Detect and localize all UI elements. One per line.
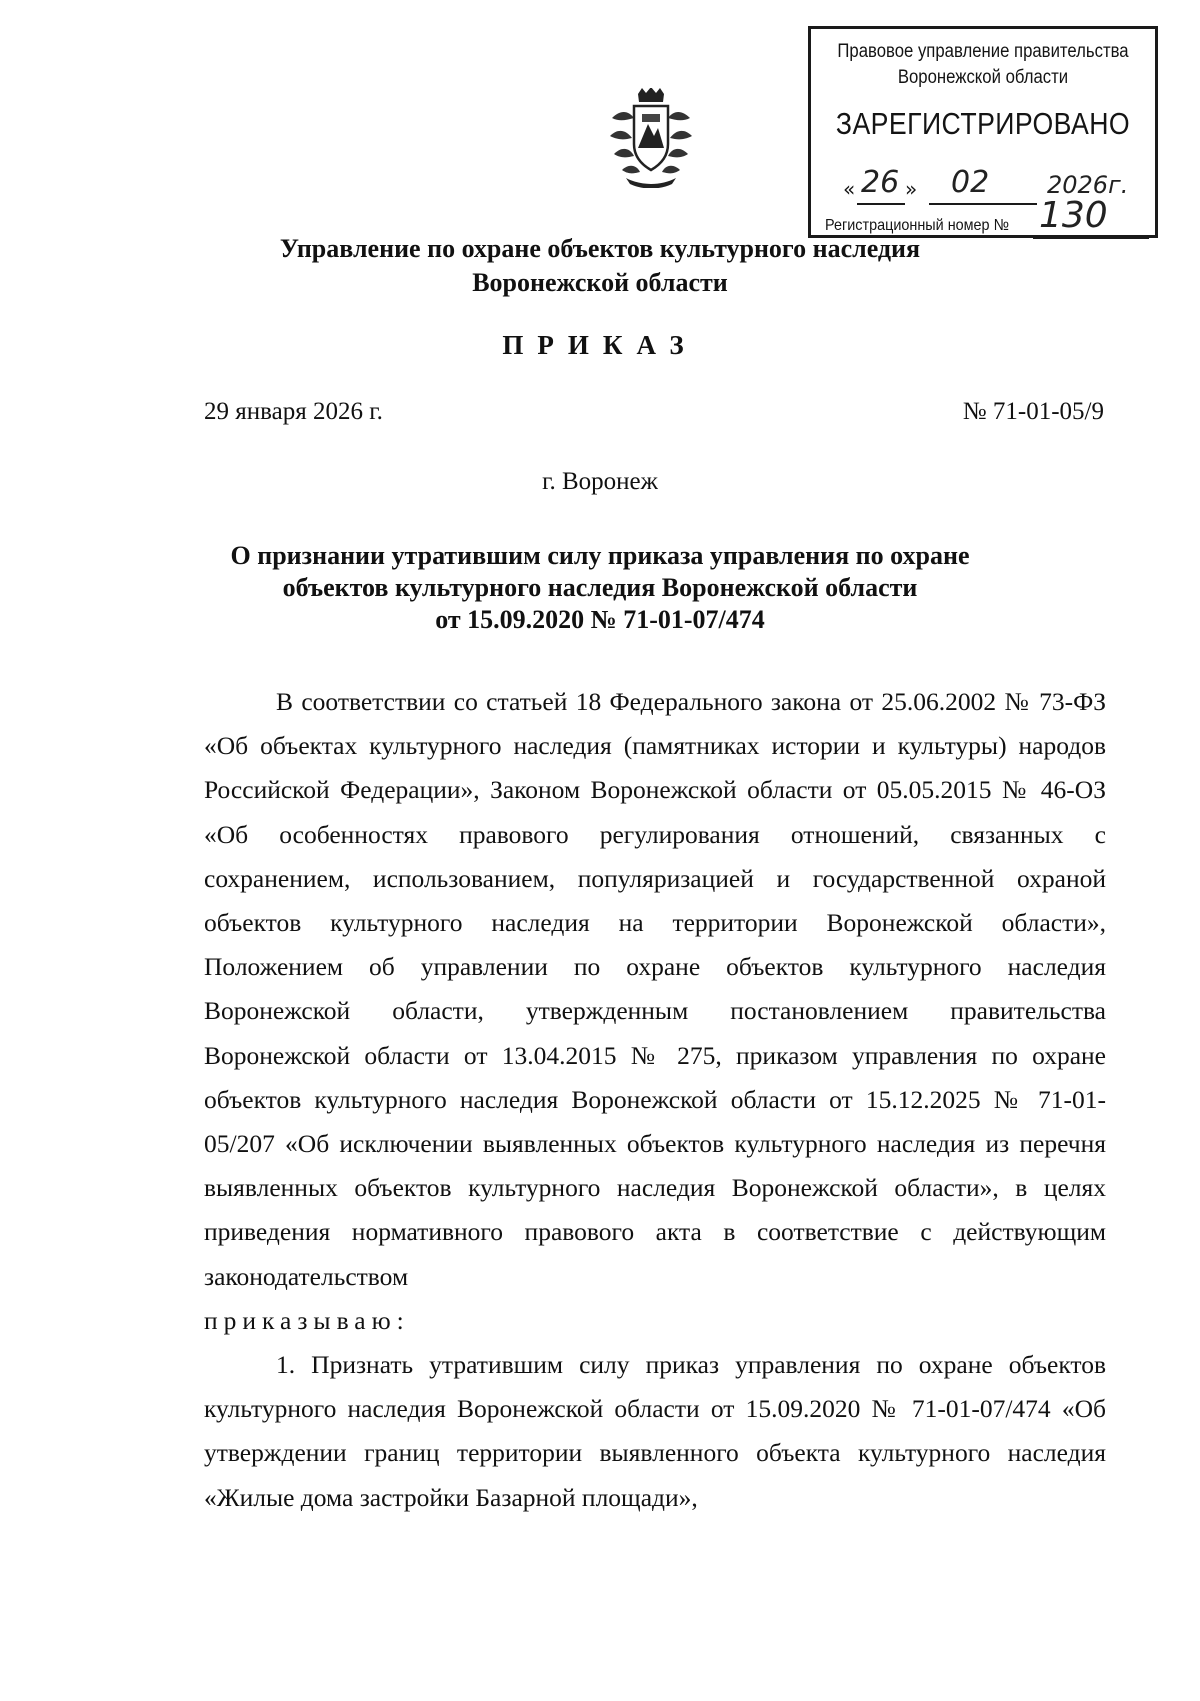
stamp-organization-line-1: Правовое управление правительства — [837, 41, 1129, 62]
preamble-paragraph: В соответствии со статьей 18 Федерального закона от 25.06.2002 № 73-ФЗ «Об объектах культурного наследия (памятниках истории и культуры) народов Российской Федерации», Законом Воронежской области от 05.05.2015 № 46-ОЗ «Об особенностях правового регулирования отношений, связанных с сохранением, использованием, популяризацией и государственной охраной объектов культурного наследия на территории Воронежской области», Положением об управлении по охране объектов культурного наследия Воронежской области, утвержденным постановлением правительства Воронежской области от 13.04.2015 № 275, приказом управления по охране объектов культурного наследия Воронежской области от 15.12.2025 № 71-01-05/207 «Об исключении выявленных объектов культурного наследия из перечня выявленных объектов культурного наследия Воронежской области», в целях приведения нормативного правового акта в соответствие с действующим законодательством — [204, 687, 1106, 1291]
agency-name — [100, 232, 1100, 300]
stamp-month-line — [929, 203, 1037, 205]
stamp-organization-line-2: Воронежской области — [897, 67, 1069, 88]
document-body — [204, 680, 1106, 1520]
registration-stamp — [808, 26, 1158, 238]
agency-name-line-2: Воронежской области — [472, 268, 728, 297]
order-word: приказываю: — [204, 1305, 410, 1335]
stamp-registration-label: Регистрационный номер № — [825, 217, 1010, 234]
subject-line-3: от 15.09.2020 № 71-01-07/474 — [435, 605, 765, 634]
document-subject — [100, 540, 1100, 636]
subject-line-1: О признании утратившим силу приказа управления по охране — [230, 541, 970, 570]
stamp-year: 2026г. — [1047, 171, 1129, 199]
subject-line-2: объектов культурного наследия Воронежской области — [282, 573, 918, 602]
order-item-1: 1. Признать утратившим силу приказ управления по охране объектов культурного наследия Воронежской области от 15.09.2020 № 71-01-07/474 «Об утверждении границ территории выявленного объекта культурного наследия «Жилые дома застройки Базарной площади», — [204, 1350, 1106, 1512]
document-type: ПРИКАЗ — [502, 330, 698, 360]
stamp-month: 02 — [951, 165, 990, 200]
document-date: 29 января 2026 г. — [204, 398, 383, 425]
stamp-registration-number: 130 — [1039, 195, 1108, 236]
document-number: № 71-01-05/9 — [962, 398, 1104, 425]
stamp-quote-open: « — [843, 177, 856, 201]
agency-name-line-1: Управление по охране объектов культурного наследия — [279, 234, 921, 263]
stamp-day-line — [857, 203, 905, 205]
document-city: г. Воронеж — [542, 468, 658, 495]
coat-of-arms-emblem — [606, 88, 696, 188]
stamp-quote-close: » — [905, 177, 918, 201]
stamp-title: ЗАРЕГИСТРИРОВАНО — [835, 106, 1131, 141]
stamp-day: 26 — [861, 165, 900, 200]
